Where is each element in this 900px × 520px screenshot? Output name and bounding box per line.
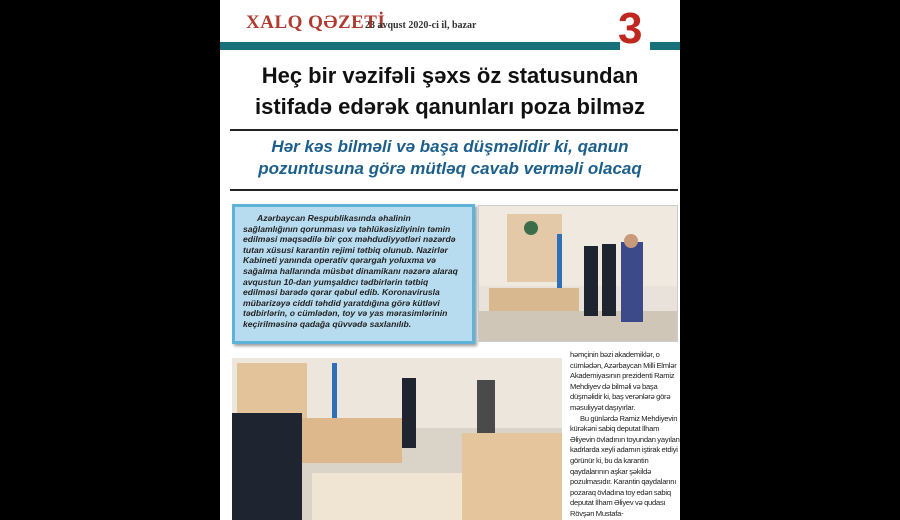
subheadline-line: pozuntusuna görə mütləq cavab verməli olacaq <box>258 159 642 178</box>
lead-box: Azərbaycan Respublikasında əhalinin sağlamlığının qorunması və təhlükəsizliyinin təmin edilməsi məqsədilə bir çox məhdudiyyətləri nəzərdə tutan xüsusi karantin rejimi tətbiq olunub. Nazirlər Kabineti yanında operativ qərargah yoluxma və sağalma hallarında müsbət dinamikanı nəzərə alaraq avqustun 10-dan yumşaldıcı tədbirlərin tətbiq edilməsi barədə qərar qəbul edib. Koronavirusla mübarizəyə ciddi təhdid yaratdığına görə kütləvi tədbirlərin, o cümlədən, toy və yas mərasimlərinin keçirilməsinə qadağa qüvvədə saxlanılıb. <box>232 204 475 344</box>
subheadline-line: Hər kəs bilməli və başa düşməlidir ki, qanun <box>271 137 629 156</box>
issue-date: 23 avqust 2020-ci il, bazar <box>365 20 477 31</box>
masthead: XALQ QƏZETİ <box>246 12 386 33</box>
header-rule <box>220 42 620 50</box>
newspaper-page <box>220 0 680 520</box>
paragraph: həmçinin bəzi akademiklər, o cümlədən, Azərbaycan Milli Elmlər Akademiyasının prezidenti Ramiz Mehdiyev də bilməli və başa düşməlidir ki, baş verənlərə görə məsuliyyət daşıyırlar. <box>570 350 677 412</box>
headline <box>220 60 680 122</box>
divider <box>230 129 678 131</box>
headline-line: istifadə edərək qanunları poza bilməz <box>255 94 645 119</box>
page-number: 3 <box>618 4 643 53</box>
subheadline <box>220 136 680 180</box>
courtroom-photo-2 <box>232 358 562 520</box>
paragraph: Bu günlərdə Ramiz Mehdiyevin kürəkəni sabiq deputat İlham Əliyevin övladının toyundan yayılan kadrlarda xeyli adamın iştirak etdiyi görünür ki, bu da karantin qaydalarının aşkar şəkildə pozulmasıdır. Karantin qaydalarını pozaraq övladına toy edən sabiq deputat İlham Əliyev və qudası Rövşən Mustafa- <box>570 413 680 518</box>
headline-line: Heç bir vəzifəli şəxs öz statusundan <box>261 63 639 88</box>
divider <box>230 189 678 191</box>
courtroom-photo-1 <box>478 205 678 342</box>
header-rule-right <box>650 42 680 50</box>
article-column <box>570 350 680 520</box>
